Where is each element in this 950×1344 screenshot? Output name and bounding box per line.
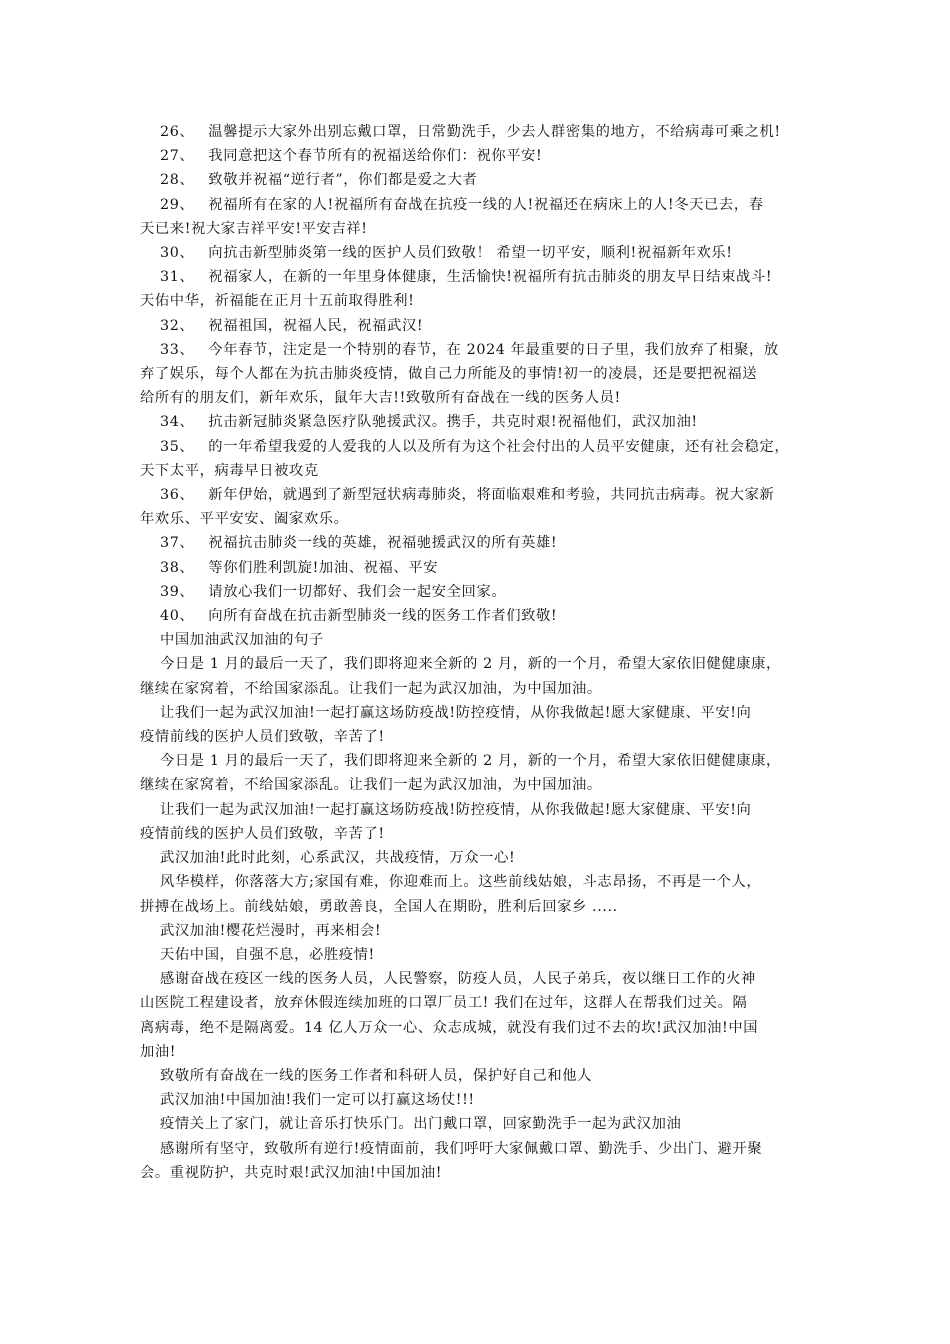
paragraph: [140, 967, 815, 1064]
text-line: 让我们一起为武汉加油!一起打赢这场防疫战!防控疫情，从你我做起!愿大家健康、平安!向: [160, 704, 752, 721]
paragraph: [140, 652, 815, 700]
paragraph: [140, 846, 815, 870]
text-line: 加油!: [140, 1043, 177, 1060]
paragraph: [140, 1137, 815, 1185]
item-text: 向所有奋战在抗击新型肺炎一线的医务工作者们致敬!: [208, 608, 558, 625]
text-line: 拼搏在战场上。前线姑娘，勇敢善良，全国人在期盼，胜利后回家乡 .....: [140, 898, 618, 915]
text-line: 武汉加油!樱花烂漫时，再来相会!: [160, 922, 382, 939]
text-line: [140, 168, 815, 192]
item-text: 等你们胜利凯旋!加油、祝福、平安: [208, 559, 439, 576]
text-line: 弃了娱乐，每个人都在为抗击肺炎疫情，做自己力所能及的事情!初一的凌晨，还是要把祝福送: [140, 366, 758, 383]
text-line: 让我们一起为武汉加油!一起打赢这场防疫战!防控疫情，从你我做起!愿大家健康、平安!向: [160, 801, 752, 818]
list-item: [140, 410, 815, 434]
item-number: 36、: [160, 487, 195, 504]
item-number: 40、: [160, 608, 195, 625]
list-item: [140, 193, 815, 241]
list-item: [140, 120, 815, 144]
item-text: 致敬并祝福“逆行者”，你们都是爱之大者: [208, 172, 478, 189]
text-line: [140, 193, 815, 217]
text-line: 今日是 1 月的最后一天了，我们即将迎来全新的 2 月，新的一个月，希望大家依旧健健康康，: [160, 656, 781, 673]
text-line: [140, 556, 815, 580]
text-line: [140, 120, 815, 144]
paragraph: [140, 749, 815, 797]
item-number: 26、: [160, 124, 195, 140]
item-text: 祝福祖国，祝福人民，祝福武汉!: [208, 317, 424, 334]
text-line: [140, 314, 815, 338]
text-line: [140, 144, 815, 168]
text-line: [140, 483, 815, 507]
section-title: 中国加油武汉加油的句子: [160, 632, 324, 649]
text-line: 今日是 1 月的最后一天了，我们即将迎来全新的 2 月，新的一个月，希望大家依旧健健康康，: [160, 753, 781, 770]
document-page: [140, 120, 815, 1185]
text-line: 继续在家窝着，不给国家添乱。让我们一起为武汉加油，为中国加油。: [140, 680, 602, 697]
text-line: [140, 265, 815, 289]
text-line: 疫情前线的医护人员们致敬，辛苦了!: [140, 729, 385, 746]
text-line: 离病毒，绝不是隔离爱。14 亿人万众一心、众志成城，就没有我们过不去的坎!武汉加油!中国: [140, 1019, 759, 1036]
item-number: 32、: [160, 317, 195, 334]
item-text: 请放心我们一切都好、我们会一起安全回家。: [208, 583, 507, 600]
paragraph: [140, 1064, 815, 1088]
list-item: [140, 604, 815, 628]
text-line: [140, 604, 815, 628]
text-line: 感谢所有坚守，致敬所有逆行!疫情面前，我们呼吁大家佩戴口罩、勤洗手、少出门、避开聚: [160, 1140, 763, 1157]
list-item: [140, 241, 815, 265]
text-line: [140, 241, 815, 265]
text-line: 天佑中国，自强不息，必胜疫情!: [160, 946, 375, 963]
numbered-list: [140, 120, 815, 628]
item-text: 祝福所有在家的人!祝福所有奋战在抗疫一线的人!祝福还在病床上的人!冬天已去，春: [208, 196, 764, 213]
list-item: [140, 531, 815, 555]
text-line: 天下太平，病毒早日被攻克: [140, 462, 319, 479]
item-text: 温馨提示大家外出别忘戴口罩，日常勤洗手，少去人群密集的地方，不给病毒可乘之机!: [208, 124, 781, 140]
item-number: 37、: [160, 535, 195, 552]
paragraph: [140, 919, 815, 943]
paragraph: [140, 701, 815, 749]
text-line: [140, 338, 815, 362]
item-text: 祝福家人，在新的一年里身体健康，生活愉快!祝福所有抗击肺炎的朋友早日结束战斗!: [208, 269, 773, 286]
paragraph: [140, 1088, 815, 1112]
paragraph: [140, 1112, 815, 1136]
list-item: [140, 168, 815, 192]
list-item: [140, 144, 815, 168]
item-text: 今年春节，注定是一个特别的春节，在 2024 年最重要的日子里，我们放弃了相聚，放: [208, 341, 779, 358]
list-item: [140, 556, 815, 580]
item-number: 30、: [160, 245, 195, 262]
item-text: 的一年希望我爱的人爱我的人以及所有为这个社会付出的人员平安健康，还有社会稳定，: [208, 438, 790, 455]
text-line: 武汉加油!此时此刻，心系武汉，共战疫情，万众一心!: [160, 850, 516, 867]
text-line: [140, 531, 815, 555]
paragraph: [140, 943, 815, 967]
item-number: 35、: [160, 438, 195, 455]
item-text: 抗击新冠肺炎紧急医疗队驰援武汉。携手，共克时艰!祝福他们，武汉加油!: [208, 414, 698, 431]
text-line: 山医院工程建设者，放弃休假连续加班的口罩厂员工! 我们在过年，这群人在帮我们过关。隔: [140, 995, 748, 1012]
list-item: [140, 483, 815, 531]
item-text: 祝福抗击肺炎一线的英雄，祝福驰援武汉的所有英雄!: [208, 535, 558, 552]
item-text: 我同意把这个春节所有的祝福送给你们：祝你平安!: [208, 148, 543, 165]
list-item: [140, 435, 815, 483]
text-line: 天已来!祝大家吉祥平安!平安吉祥!: [140, 220, 368, 237]
list-item: [140, 580, 815, 604]
paragraph-list: [140, 652, 815, 1184]
text-line: 天佑中华，祈福能在正月十五前取得胜利!: [140, 293, 415, 310]
text-line: 致敬所有奋战在一线的医务工作者和科研人员，保护好自己和他人: [160, 1067, 593, 1084]
text-line: 给所有的朋友们，新年欢乐，鼠年大吉!!致敬所有奋战在一线的医务人员!: [140, 390, 621, 407]
item-number: 34、: [160, 414, 195, 431]
item-text: 向抗击新型肺炎第一线的医护人员们致敬！ 希望一切平安，顺利!祝福新年欢乐!: [208, 245, 733, 262]
text-line: 风华模样，你落落大方;家国有难，你迎难而上。这些前线姑娘，斗志昂扬，不再是一个人，: [160, 874, 762, 891]
list-item: [140, 314, 815, 338]
item-number: 28、: [160, 172, 195, 189]
item-number: 38、: [160, 559, 195, 576]
text-line: 疫情关上了家门，就让音乐打快乐门。出门戴口罩，回家勤洗手一起为武汉加油: [160, 1116, 682, 1133]
text-line: 年欢乐、平平安安、阖家欢乐。: [140, 511, 349, 528]
text-line: 继续在家窝着，不给国家添乱。让我们一起为武汉加油，为中国加油。: [140, 777, 602, 794]
paragraph: [140, 798, 815, 846]
text-line: [140, 435, 815, 459]
text-line: 感谢奋战在疫区一线的医务人员，人民警察，防疫人员，人民子弟兵，夜以继日工作的火神: [160, 971, 756, 988]
item-number: 29、: [160, 196, 195, 213]
item-number: 39、: [160, 583, 195, 600]
text-line: [140, 410, 815, 434]
list-item: [140, 265, 815, 313]
item-number: 33、: [160, 341, 195, 358]
text-line: 会。重视防护，共克时艰!武汉加油!中国加油!: [140, 1164, 443, 1181]
item-number: 27、: [160, 148, 195, 165]
item-text: 新年伊始，就遇到了新型冠状病毒肺炎，将面临艰难和考验，共同抗击病毒。祝大家新: [208, 487, 775, 504]
text-line: [140, 580, 815, 604]
text-line: 疫情前线的医护人员们致敬，辛苦了!: [140, 825, 385, 842]
list-item: [140, 338, 815, 411]
paragraph: [140, 870, 815, 918]
text-line: 武汉加油!中国加油!我们一定可以打赢这场仗!!!: [160, 1092, 475, 1109]
item-number: 31、: [160, 269, 195, 286]
